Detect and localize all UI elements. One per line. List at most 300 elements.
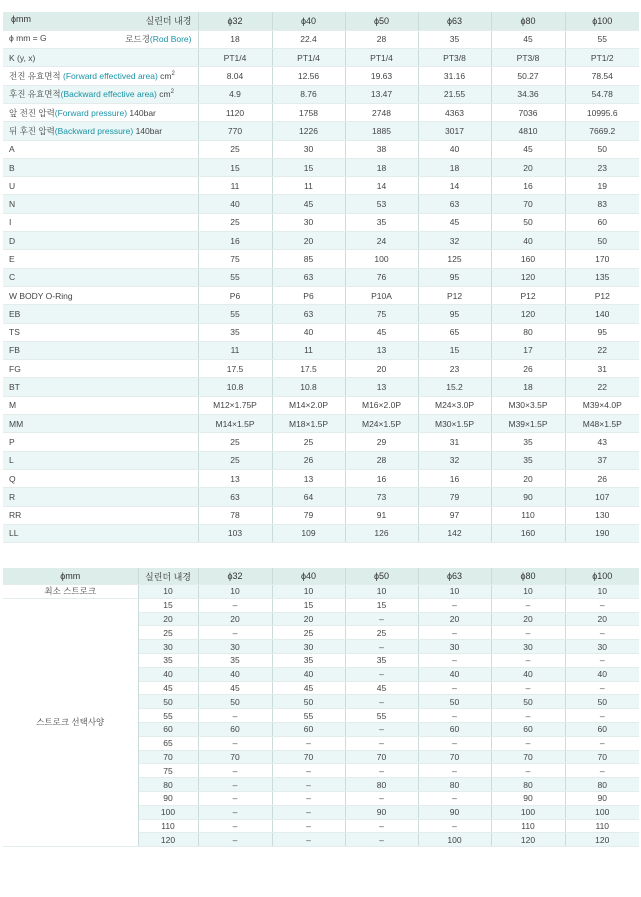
table-cell: 50: [491, 695, 565, 709]
table-cell: 130: [565, 506, 639, 524]
row-label-text: I: [9, 217, 12, 228]
stroke-value: 75: [138, 764, 198, 778]
table-cell: 40: [565, 667, 639, 681]
table-cell: 63: [198, 488, 272, 506]
table-cell: –: [345, 736, 418, 750]
table-cell: 70: [345, 750, 418, 764]
table-cell: –: [565, 598, 639, 612]
row-label-english: (Backward effective area): [60, 89, 157, 100]
row-label-superscript: 2: [170, 89, 174, 96]
table-cell: –: [565, 764, 639, 778]
table-cell: P12: [565, 286, 639, 304]
table-cell: 3017: [418, 122, 491, 140]
row-label-unit: 140bar: [133, 125, 163, 136]
table-cell: 31: [418, 433, 491, 451]
min-stroke-value: 10: [138, 585, 198, 599]
table-cell: 35: [198, 323, 272, 341]
table-row: [3, 122, 639, 140]
table-cell: 10.8: [198, 378, 272, 396]
table-cell: PT3/8: [418, 49, 491, 67]
table-cell: 26: [272, 451, 345, 469]
spec-bore-label: 실린더 내경: [145, 16, 192, 27]
table-cell: 26: [565, 469, 639, 487]
table-cell: 50: [272, 695, 345, 709]
table-cell: 109: [272, 524, 345, 542]
table-cell: 110: [491, 819, 565, 833]
table-row: [3, 305, 639, 323]
row-label: [3, 213, 198, 231]
row-label-text: C: [9, 272, 16, 283]
table-cell: 55: [198, 305, 272, 323]
table-cell: 18: [198, 30, 272, 48]
table-cell: 80: [565, 778, 639, 792]
table-cell: 78: [198, 506, 272, 524]
table-cell: 13: [345, 341, 418, 359]
table-cell: 16: [418, 469, 491, 487]
table-cell: 43: [565, 433, 639, 451]
table-cell: 19.63: [345, 67, 418, 85]
table-row: [3, 488, 639, 506]
rod-bore-korean: 로드경: [125, 34, 150, 45]
table-cell: 120: [491, 833, 565, 847]
table-cell: 20: [565, 612, 639, 626]
table-cell: 7036: [491, 103, 565, 121]
table-cell: 126: [345, 524, 418, 542]
table-cell: –: [198, 598, 272, 612]
table-cell: 60: [565, 213, 639, 231]
table-row: [3, 524, 639, 542]
table-cell: 28: [345, 451, 418, 469]
table-row: [3, 195, 639, 213]
table-cell: 4.9: [198, 85, 272, 103]
table-cell: –: [198, 764, 272, 778]
stroke-value: 45: [138, 681, 198, 695]
stroke-value: 60: [138, 722, 198, 736]
table-cell: 26: [491, 360, 565, 378]
table-cell: 83: [565, 195, 639, 213]
table-cell: 76: [345, 268, 418, 286]
table-cell: 110: [565, 819, 639, 833]
stroke-size-header: ϕ63: [418, 568, 491, 585]
table-cell: –: [198, 833, 272, 847]
table-cell: 20: [272, 612, 345, 626]
table-cell: 90: [491, 791, 565, 805]
table-cell: 60: [565, 722, 639, 736]
row-label-text: U: [9, 180, 16, 191]
table-cell: 23: [418, 360, 491, 378]
table-cell: 20: [491, 612, 565, 626]
row-label-text: B: [9, 162, 15, 173]
table-cell: –: [198, 805, 272, 819]
table-cell: –: [418, 764, 491, 778]
table-cell: 10995.6: [565, 103, 639, 121]
table-cell: 70: [491, 750, 565, 764]
row-label: [3, 122, 198, 140]
table-cell: 15: [345, 598, 418, 612]
table-cell: 30: [418, 640, 491, 654]
table-cell: 45: [198, 681, 272, 695]
table-cell: 14: [418, 177, 491, 195]
table-cell: 31.16: [418, 67, 491, 85]
table-cell: 80: [418, 778, 491, 792]
row-label-text: FG: [9, 363, 21, 374]
row-label-text: RR: [9, 510, 22, 521]
table-cell: –: [345, 791, 418, 805]
table-row: [3, 140, 639, 158]
table-cell: 100: [565, 805, 639, 819]
table-cell: 90: [418, 805, 491, 819]
table-cell: 64: [272, 488, 345, 506]
row-label-text: 앞 전진 압력: [9, 107, 55, 118]
table-cell: 100: [491, 805, 565, 819]
table-cell: 50: [491, 213, 565, 231]
table-cell: 63: [272, 268, 345, 286]
stroke-phi-label: ϕmm: [3, 568, 138, 585]
table-cell: 40: [198, 195, 272, 213]
table-row: [3, 415, 639, 433]
row-label-english: (Backward pressure): [54, 125, 134, 136]
table-cell: 10: [198, 585, 272, 599]
row-label-text: M: [9, 400, 17, 411]
table-cell: 25: [198, 213, 272, 231]
table-cell: 40: [491, 232, 565, 250]
table-cell: –: [491, 653, 565, 667]
table-cell: 35: [272, 653, 345, 667]
row-label: [3, 286, 198, 304]
table-cell: 103: [198, 524, 272, 542]
row-label: [3, 323, 198, 341]
table-cell: 45: [272, 195, 345, 213]
row-label: [3, 506, 198, 524]
table-cell: 15: [198, 158, 272, 176]
table-row: [3, 469, 639, 487]
table-cell: –: [491, 736, 565, 750]
table-cell: 73: [345, 488, 418, 506]
table-row: [3, 268, 639, 286]
table-cell: –: [198, 626, 272, 640]
table-cell: –: [272, 833, 345, 847]
table-cell: 10: [418, 585, 491, 599]
stroke-value: 35: [138, 653, 198, 667]
table-cell: 10: [491, 585, 565, 599]
table-cell: 80: [491, 323, 565, 341]
table-cell: 19: [565, 177, 639, 195]
stroke-value: 20: [138, 612, 198, 626]
stroke-table: [3, 568, 639, 847]
table-cell: M16×2.0P: [345, 396, 418, 414]
table-cell: 8.04: [198, 67, 272, 85]
table-row: [3, 378, 639, 396]
table-cell: 10: [345, 585, 418, 599]
row-label: [3, 67, 198, 85]
table-cell: 40: [198, 667, 272, 681]
table-cell: 70: [565, 750, 639, 764]
row-label: [3, 250, 198, 268]
table-cell: 1758: [272, 103, 345, 121]
table-cell: –: [418, 626, 491, 640]
table-cell: 54.78: [565, 85, 639, 103]
table-cell: 30: [272, 640, 345, 654]
table-cell: 31: [565, 360, 639, 378]
row-label-text: TS: [9, 327, 20, 338]
table-cell: 50: [418, 695, 491, 709]
table-cell: M14×2.0P: [272, 396, 345, 414]
table-cell: 100: [345, 250, 418, 268]
stroke-size-header: ϕ100: [565, 568, 639, 585]
stroke-header-row: [3, 568, 639, 585]
table-cell: 17.5: [272, 360, 345, 378]
table-row: [3, 158, 639, 176]
row-label: [3, 30, 198, 48]
table-cell: 15: [272, 598, 345, 612]
table-cell: 70: [418, 750, 491, 764]
spec-header-phi: [3, 12, 198, 30]
table-cell: M48×1.5P: [565, 415, 639, 433]
row-label-english: (Forward effectived area): [60, 71, 158, 82]
table-cell: 40: [491, 667, 565, 681]
table-cell: 95: [418, 268, 491, 286]
table-cell: 140: [565, 305, 639, 323]
table-cell: 20: [418, 612, 491, 626]
table-row: [3, 506, 639, 524]
spec-size-header: ϕ50: [345, 12, 418, 30]
table-cell: 60: [272, 722, 345, 736]
table-cell: 34.36: [491, 85, 565, 103]
table-cell: 22: [565, 341, 639, 359]
table-cell: 37: [565, 451, 639, 469]
table-cell: 125: [418, 250, 491, 268]
row-label-text: 뒤 후진 압력: [9, 125, 55, 136]
table-cell: 10.8: [272, 378, 345, 396]
table-cell: 15: [272, 158, 345, 176]
table-cell: 97: [418, 506, 491, 524]
table-cell: 30: [491, 640, 565, 654]
row-label: [3, 158, 198, 176]
spec-table: [3, 12, 639, 543]
table-cell: 70: [198, 750, 272, 764]
row-label: [3, 360, 198, 378]
table-cell: 14: [345, 177, 418, 195]
row-label-text: Q: [9, 473, 16, 484]
table-cell: 11: [272, 341, 345, 359]
stroke-value: 100: [138, 805, 198, 819]
table-cell: –: [345, 722, 418, 736]
table-cell: P12: [418, 286, 491, 304]
table-cell: 85: [272, 250, 345, 268]
table-cell: 11: [272, 177, 345, 195]
table-cell: 35: [345, 213, 418, 231]
table-cell: –: [272, 791, 345, 805]
spec-size-header: ϕ100: [565, 12, 639, 30]
table-cell: –: [418, 819, 491, 833]
stroke-value: 15: [138, 598, 198, 612]
table-cell: 18: [345, 158, 418, 176]
table-row: [3, 451, 639, 469]
table-cell: –: [198, 791, 272, 805]
table-cell: 75: [345, 305, 418, 323]
stroke-option-label: 스트로크 선택사양: [3, 598, 138, 846]
table-cell: –: [418, 653, 491, 667]
table-cell: 35: [345, 653, 418, 667]
row-label: [3, 341, 198, 359]
table-cell: –: [491, 626, 565, 640]
table-cell: 25: [198, 451, 272, 469]
table-cell: 120: [491, 305, 565, 323]
row-label-text: W BODY O-Ring: [9, 290, 73, 301]
table-cell: 30: [272, 140, 345, 158]
table-cell: 18: [418, 158, 491, 176]
row-label: [3, 378, 198, 396]
table-cell: 11: [198, 341, 272, 359]
table-row: [3, 103, 639, 121]
spec-header-row: [3, 12, 639, 30]
table-cell: M24×1.5P: [345, 415, 418, 433]
table-cell: 65: [418, 323, 491, 341]
stroke-size-header: ϕ40: [272, 568, 345, 585]
row-label-text: R: [9, 491, 16, 502]
row-label: [3, 103, 198, 121]
table-cell: 45: [418, 213, 491, 231]
table-cell: 30: [565, 640, 639, 654]
table-cell: –: [418, 681, 491, 695]
table-cell: PT1/4: [272, 49, 345, 67]
table-cell: 75: [198, 250, 272, 268]
stroke-body: [3, 585, 639, 847]
stroke-size-header: ϕ80: [491, 568, 565, 585]
table-cell: 70: [491, 195, 565, 213]
row-label-unit: cm: [156, 89, 171, 100]
row-label: [3, 232, 198, 250]
table-cell: –: [418, 736, 491, 750]
table-cell: 38: [345, 140, 418, 158]
row-label: [3, 488, 198, 506]
table-cell: 50: [565, 232, 639, 250]
table-cell: –: [565, 736, 639, 750]
table-cell: 2748: [345, 103, 418, 121]
table-cell: 50: [198, 695, 272, 709]
table-cell: –: [272, 736, 345, 750]
row-label-unit: cm: [157, 71, 172, 82]
table-cell: 35: [491, 451, 565, 469]
table-row: [3, 598, 639, 612]
table-row: [3, 30, 639, 48]
table-cell: –: [418, 791, 491, 805]
row-label-text: FB: [9, 345, 20, 356]
table-cell: –: [198, 736, 272, 750]
table-cell: 32: [418, 451, 491, 469]
table-cell: P6: [272, 286, 345, 304]
table-cell: 20: [491, 158, 565, 176]
table-cell: 160: [491, 250, 565, 268]
table-cell: 20: [345, 360, 418, 378]
table-cell: 142: [418, 524, 491, 542]
table-cell: 45: [345, 323, 418, 341]
table-cell: 10: [565, 585, 639, 599]
table-cell: 55: [565, 30, 639, 48]
table-cell: 16: [198, 232, 272, 250]
table-cell: 13.47: [345, 85, 418, 103]
table-cell: 770: [198, 122, 272, 140]
row-label-right: [125, 33, 197, 45]
row-label-text: K (y, x): [9, 52, 36, 63]
table-cell: –: [272, 819, 345, 833]
row-label-text: ϕ mm = G: [9, 33, 47, 44]
row-label-text: D: [9, 235, 16, 246]
table-cell: 120: [565, 833, 639, 847]
row-label-text: L: [9, 455, 14, 466]
table-cell: –: [565, 709, 639, 723]
table-cell: 79: [418, 488, 491, 506]
table-cell: 45: [345, 681, 418, 695]
stroke-value: 65: [138, 736, 198, 750]
table-cell: 30: [272, 213, 345, 231]
spec-size-header: ϕ63: [418, 12, 491, 30]
row-label-text: A: [9, 144, 15, 155]
table-cell: 25: [345, 626, 418, 640]
table-cell: 45: [491, 140, 565, 158]
spec-size-header: ϕ40: [272, 12, 345, 30]
min-stroke-row: [3, 585, 639, 599]
row-label: [3, 49, 198, 67]
table-cell: 28: [345, 30, 418, 48]
table-cell: 53: [345, 195, 418, 213]
table-cell: M12×1.75P: [198, 396, 272, 414]
table-cell: –: [198, 709, 272, 723]
table-cell: M18×1.5P: [272, 415, 345, 433]
table-row: [3, 286, 639, 304]
row-label: [3, 268, 198, 286]
table-cell: –: [272, 805, 345, 819]
table-cell: PT1/4: [198, 49, 272, 67]
row-label-text: P: [9, 436, 15, 447]
table-cell: –: [345, 667, 418, 681]
table-cell: 20: [198, 612, 272, 626]
table-cell: –: [272, 778, 345, 792]
table-cell: –: [418, 709, 491, 723]
table-cell: 40: [418, 140, 491, 158]
table-cell: PT1/2: [565, 49, 639, 67]
table-cell: 79: [272, 506, 345, 524]
table-cell: 45: [272, 681, 345, 695]
row-label-english: (Forward pressure): [54, 107, 128, 118]
table-cell: –: [491, 598, 565, 612]
stroke-value: 110: [138, 819, 198, 833]
table-cell: 13: [198, 469, 272, 487]
table-cell: 60: [491, 722, 565, 736]
table-cell: 22.4: [272, 30, 345, 48]
row-label: [3, 85, 198, 103]
table-cell: M24×3.0P: [418, 396, 491, 414]
table-cell: 63: [272, 305, 345, 323]
table-cell: 30: [198, 640, 272, 654]
table-row: [3, 396, 639, 414]
table-cell: 78.54: [565, 67, 639, 85]
row-label-text: EB: [9, 308, 21, 319]
table-cell: 80: [491, 778, 565, 792]
table-cell: 20: [272, 232, 345, 250]
spec-body: [3, 30, 639, 542]
table-cell: –: [345, 833, 418, 847]
table-cell: M39×4.0P: [565, 396, 639, 414]
table-row: [3, 49, 639, 67]
table-cell: 95: [565, 323, 639, 341]
table-cell: –: [345, 695, 418, 709]
table-cell: 190: [565, 524, 639, 542]
table-cell: –: [418, 598, 491, 612]
stroke-value: 25: [138, 626, 198, 640]
table-cell: 25: [198, 433, 272, 451]
stroke-value: 120: [138, 833, 198, 847]
